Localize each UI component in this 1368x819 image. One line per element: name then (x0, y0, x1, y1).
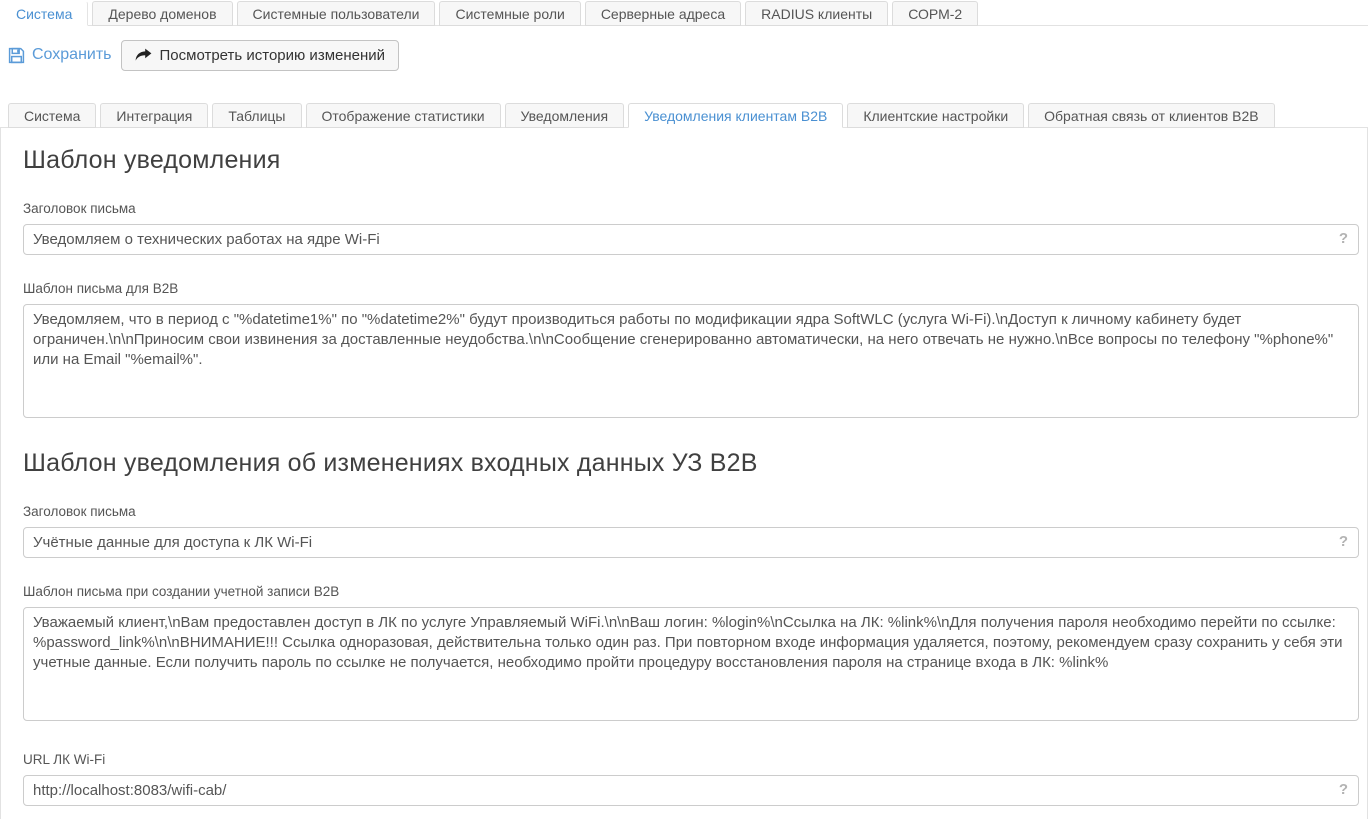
field-b2b-template (23, 281, 1357, 423)
field-wifi-cab-url (23, 752, 1357, 806)
subtab-uvedomleniya[interactable]: Уведомления (505, 103, 625, 128)
tab-sistemnye-polzovateli[interactable]: Системные пользователи (237, 1, 436, 26)
toolbar (0, 26, 1368, 84)
subtab-obratnaya-svyaz[interactable]: Обратная связь от клиентов B2B (1028, 103, 1274, 128)
settings-tab-bar (0, 98, 1368, 128)
letter-subject-input[interactable] (23, 224, 1359, 255)
field-letter-subject-1 (23, 201, 1357, 255)
help-question-icon: ? (1338, 533, 1348, 550)
account-creation-template-label: Шаблон письма при создании учетной записи B2B (23, 584, 340, 599)
tab-radius-klienty[interactable]: RADIUS клиенты (745, 1, 888, 26)
subtab-sistema[interactable]: Система (8, 103, 96, 128)
tab-servernye-adresa[interactable]: Серверные адреса (585, 1, 741, 26)
subtab-tablicy[interactable]: Таблицы (212, 103, 301, 128)
forward-arrow-icon (135, 48, 152, 63)
field-account-creation-template (23, 584, 1357, 726)
wifi-cab-url-label: URL ЛК Wi-Fi (23, 752, 106, 767)
letter-subject-2-label: Заголовок письма (23, 504, 136, 519)
help-question-icon: ? (1338, 230, 1348, 247)
subtab-otobrazhenie-statistiki[interactable]: Отображение статистики (306, 103, 501, 128)
subtab-integraciya[interactable]: Интеграция (100, 103, 208, 128)
wifi-cab-url-input[interactable] (23, 775, 1359, 806)
letter-subject-2-input[interactable] (23, 527, 1359, 558)
main-tab-bar (0, 0, 1368, 26)
tab-content-panel (0, 127, 1368, 819)
tab-sistemnye-roli[interactable]: Системные роли (439, 1, 580, 26)
help-question-icon: ? (1338, 781, 1348, 798)
floppy-disk-icon (8, 47, 25, 64)
view-history-button-label: Посмотреть историю изменений (159, 46, 386, 64)
tab-sistema[interactable]: Система (0, 1, 88, 26)
tab-derevo-domenov[interactable]: Дерево доменов (92, 1, 232, 26)
section-title-notification-template: Шаблон уведомления (23, 146, 281, 174)
save-button[interactable] (8, 46, 112, 64)
field-letter-subject-2 (23, 504, 1357, 558)
view-history-button[interactable] (121, 40, 400, 71)
save-button-label: Сохранить (32, 46, 112, 63)
subtab-klientskie-nastroyki[interactable]: Клиентские настройки (847, 103, 1024, 128)
b2b-template-label: Шаблон письма для B2B (23, 281, 179, 296)
subtab-uvedomleniya-klientam-b2b[interactable]: Уведомления клиентам B2B (628, 103, 843, 128)
letter-subject-label: Заголовок письма (23, 201, 136, 216)
tab-sorm-2[interactable]: СОРМ-2 (892, 1, 978, 26)
b2b-template-textarea[interactable] (23, 304, 1359, 418)
section-title-credentials-template: Шаблон уведомления об изменениях входных данных УЗ B2B (23, 449, 758, 477)
account-creation-template-textarea[interactable] (23, 607, 1359, 721)
